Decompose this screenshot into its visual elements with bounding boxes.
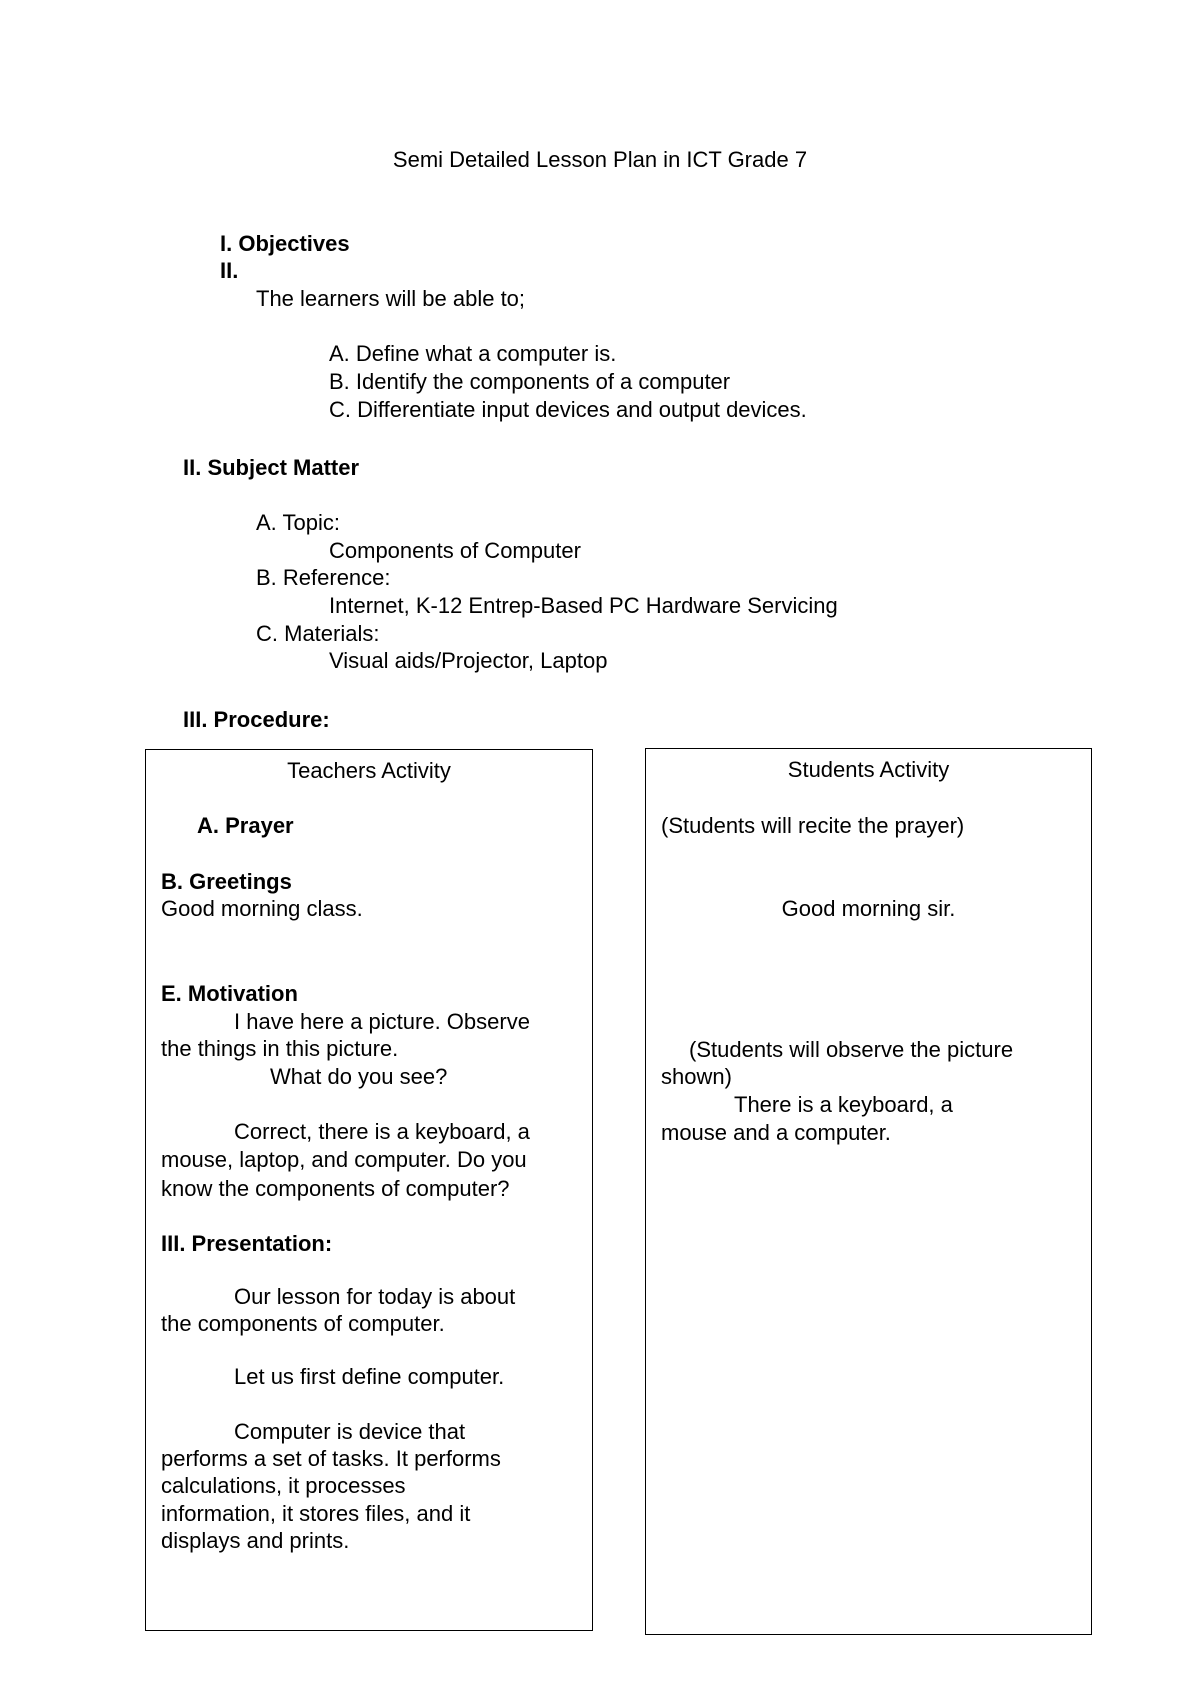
objectives-heading: I. Objectives (220, 231, 350, 256)
objective-item: A. Define what a computer is. (329, 341, 617, 366)
presentation-heading: III. Presentation: (161, 1231, 333, 1256)
greetings-heading: B. Greetings (161, 869, 292, 894)
definition-text: displays and prints. (161, 1528, 350, 1553)
motivation-response: know the components of computer? (161, 1176, 510, 1201)
reference-value: Internet, K-12 Entrep-Based PC Hardware Servicing (329, 593, 838, 618)
student-observe: shown) (661, 1064, 732, 1089)
motivation-text: the things in this picture. (161, 1036, 399, 1061)
definition-text: information, it stores files, and it (161, 1501, 471, 1526)
student-answer: mouse and a computer. (661, 1120, 891, 1145)
motivation-response: mouse, laptop, and computer. Do you (161, 1147, 527, 1172)
teachers-activity-box (145, 749, 593, 1631)
definition-text: performs a set of tasks. It performs (161, 1446, 501, 1471)
definition-text: calculations, it processes (161, 1473, 406, 1498)
reference-label: B. Reference: (256, 565, 391, 590)
presentation-text: the components of computer. (161, 1311, 445, 1336)
subject-matter-heading: II. Subject Matter (183, 455, 360, 480)
student-observe: (Students will observe the picture (689, 1037, 1014, 1062)
students-activity-header: Students Activity (787, 757, 950, 782)
motivation-response: Correct, there is a keyboard, a (234, 1119, 530, 1144)
objectives-subheading: II. (220, 258, 239, 283)
topic-label: A. Topic: (256, 510, 340, 535)
definition-text: Computer is device that (234, 1419, 466, 1444)
motivation-heading: E. Motivation (161, 981, 298, 1006)
objectives-intro: The learners will be able to; (256, 286, 526, 311)
define-prompt: Let us first define computer. (234, 1364, 505, 1389)
student-answer: There is a keyboard, a (734, 1092, 953, 1117)
students-activity-box (645, 748, 1092, 1635)
page-title: Semi Detailed Lesson Plan in ICT Grade 7 (392, 147, 808, 172)
procedure-heading: III. Procedure: (183, 707, 330, 732)
student-greeting: Good morning sir. (781, 896, 956, 921)
presentation-text: Our lesson for today is about (234, 1284, 516, 1309)
prayer-heading: A. Prayer (197, 813, 294, 838)
motivation-question: What do you see? (270, 1064, 448, 1089)
greetings-text: Good morning class. (161, 896, 363, 921)
teachers-activity-header: Teachers Activity (287, 758, 451, 783)
objective-item: C. Differentiate input devices and output devices. (329, 397, 807, 422)
student-prayer: (Students will recite the prayer) (661, 813, 965, 838)
materials-value: Visual aids/Projector, Laptop (329, 648, 608, 673)
topic-value: Components of Computer (329, 538, 581, 563)
materials-label: C. Materials: (256, 621, 380, 646)
objective-item: B. Identify the components of a computer (329, 369, 731, 394)
motivation-text: I have here a picture. Observe (234, 1009, 530, 1034)
